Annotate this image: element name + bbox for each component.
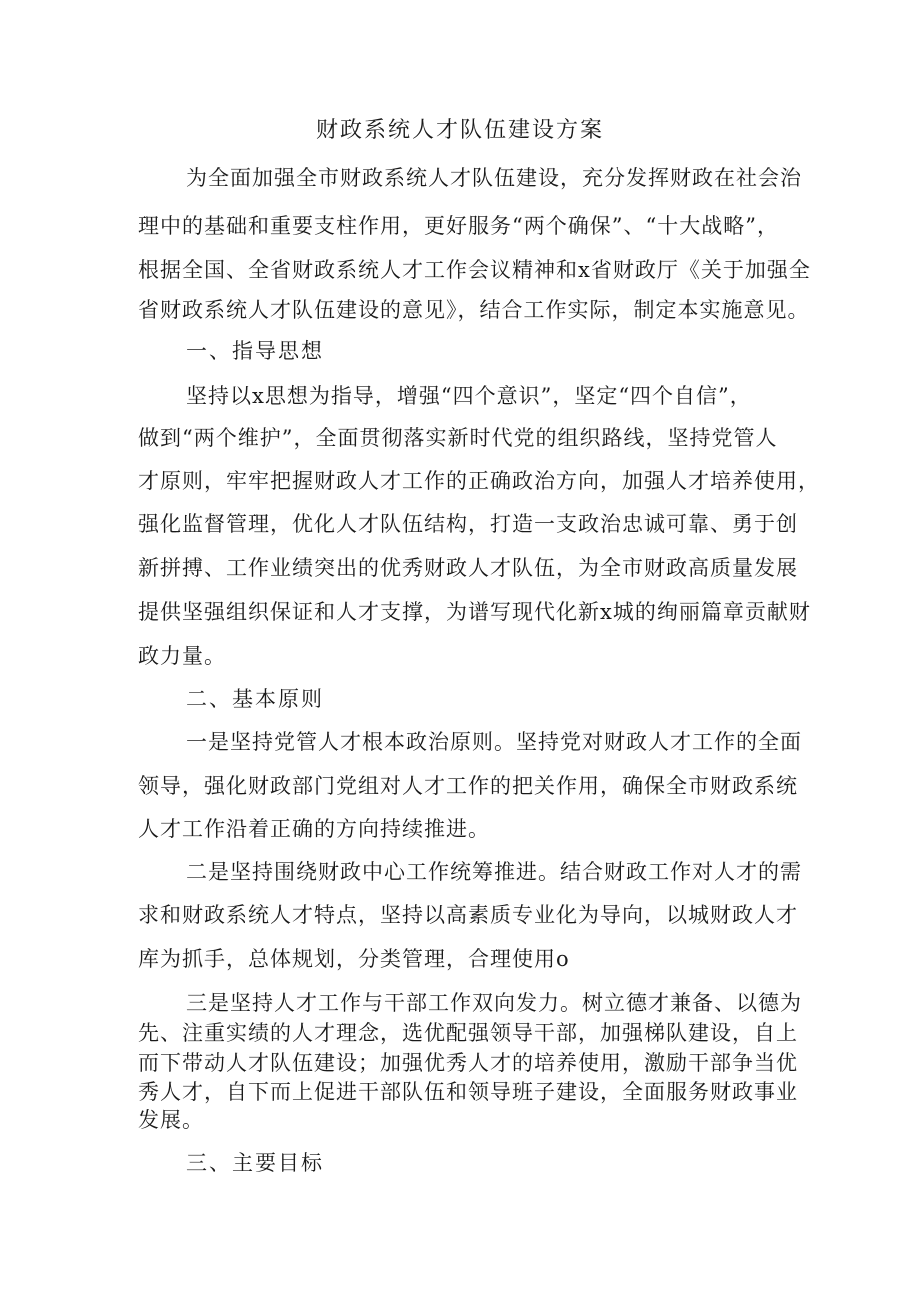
paragraph-line: 提供坚强组织保证和人才支撑，为谱写现代化新x城的绚丽篇章贡献财 [138, 600, 811, 624]
paragraph-line: 坚持以x思想为指导，增强“四个意识”，坚定“四个自信”， [186, 384, 752, 408]
paragraph-line: 根据全国、全省财政系统人才工作会议精神和x省财政厅《关于加强全 [138, 258, 811, 282]
section-heading: 一、指导思想 [186, 339, 324, 363]
section-heading: 二、基本原则 [186, 687, 324, 711]
paragraph-line: 求和财政系统人才特点，坚持以高素质专业化为导向，以城财政人才 [138, 903, 798, 927]
paragraph-line: 三是坚持人才工作与干部工作双向发力。树立德才兼备、以德为 [186, 991, 802, 1015]
document-title: 财政系统人才队伍建设方案 [315, 118, 604, 143]
paragraph-line: 为全面加强全市财政系统人才队伍建设，充分发挥财政在社会治 [186, 166, 802, 190]
paragraph-line: 人才工作沿着正确的方向持续推进。 [138, 817, 490, 841]
paragraph-line: 理中的基础和重要支柱作用，更好服务“两个确保”、“十大战略”， [138, 214, 779, 238]
paragraph-line: 库为抓手，总体规划，分类管理，合理使用o [138, 947, 570, 971]
paragraph-line: 新拼搏、工作业绩突出的优秀财政人才队伍，为全市财政高质量发展 [138, 556, 798, 580]
paragraph-line: 省财政系统人才队伍建设的意见》，结合工作实际，制定本实施意见。 [138, 298, 810, 322]
paragraph-line: 而下带动人才队伍建设；加强优秀人才的培养使用，激励干部争当优 [138, 1051, 798, 1075]
paragraph-line: 一是坚持党管人才根本政治原则。坚持党对财政人才工作的全面 [186, 730, 802, 754]
paragraph-line: 才原则，牢牢把握财政人才工作的正确政治方向，加强人才培养使用， [138, 469, 820, 493]
paragraph-line: 发展。 [138, 1108, 204, 1132]
paragraph-line: 先、注重实绩的人才理念，选优配强领导干部，加强梯队建设，自上 [138, 1021, 798, 1045]
paragraph-line: 二是坚持围绕财政中心工作统筹推进。结合财政工作对人才的需 [186, 860, 802, 884]
paragraph-line: 强化监督管理，优化人才队伍结构，打造一支政治忠诚可靠、勇于创 [138, 512, 798, 536]
paragraph-line: 领导，强化财政部门党组对人才工作的把关作用，确保全市财政系统 [138, 774, 798, 798]
section-heading: 三、主要目标 [186, 1151, 324, 1175]
paragraph-line: 秀人才，自下而上促进干部队伍和领导班子建设，全面服务财政事业 [138, 1080, 798, 1104]
paragraph-line: 做到“两个维护”，全面贯彻落实新时代党的组织路线，坚持党管人 [138, 426, 778, 450]
paragraph-line: 政力量。 [138, 644, 226, 668]
